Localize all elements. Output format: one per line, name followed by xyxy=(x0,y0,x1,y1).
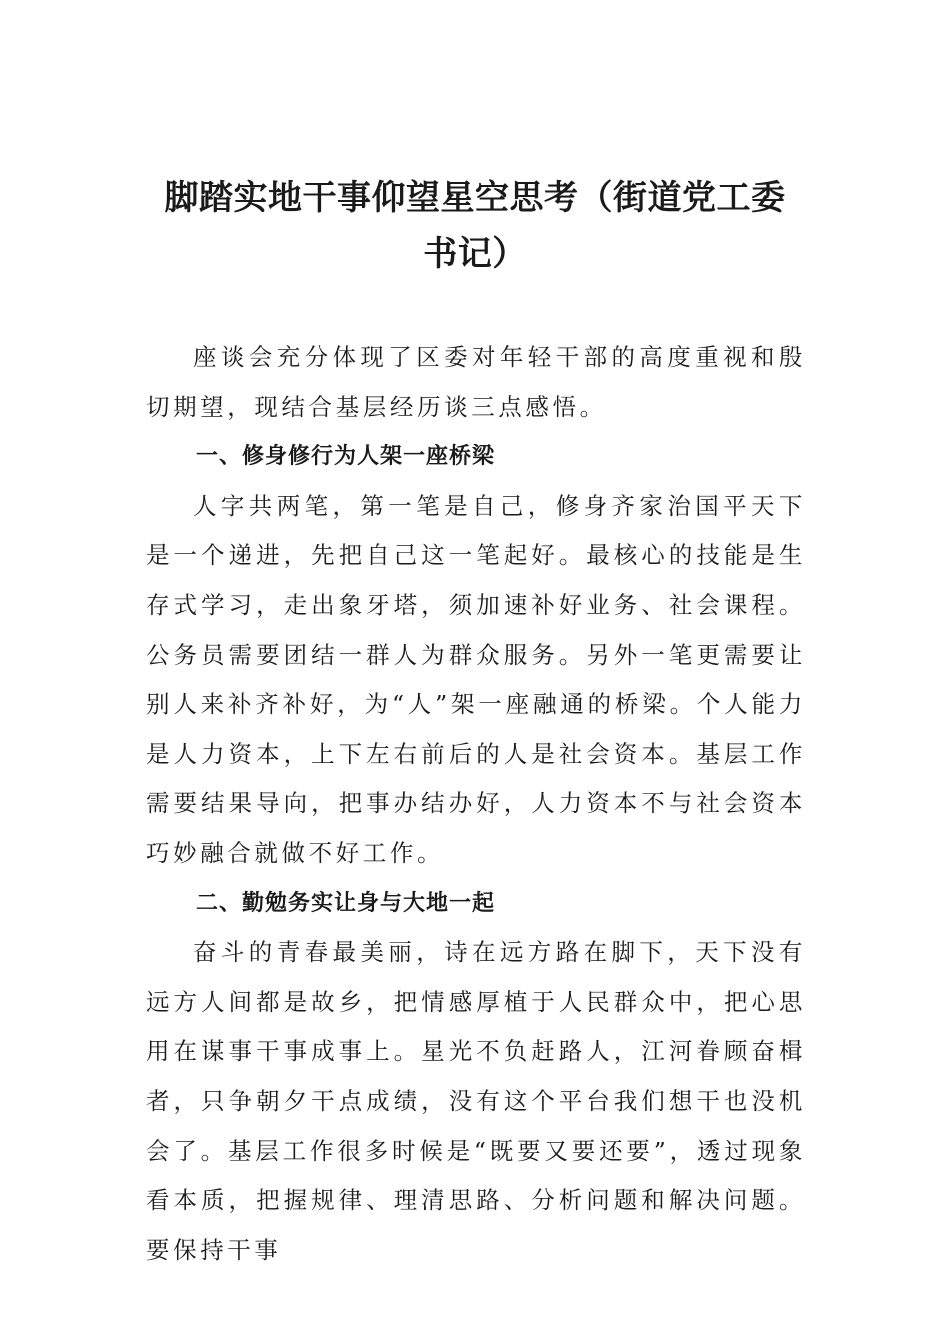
intro-paragraph: 座谈会充分体现了区委对年轻干部的高度重视和殷切期望，现结合基层经历谈三点感悟。 xyxy=(146,343,806,421)
section-heading-1: 一、修身修行为人架一座桥梁 xyxy=(196,444,496,470)
title-line-2: 书记） xyxy=(423,234,527,274)
document-body xyxy=(146,333,806,1275)
section-heading-2: 二、勤勉务实让身与大地一起 xyxy=(196,890,496,916)
document-title xyxy=(140,170,810,282)
title-line-1: 脚踏实地干事仰望星空思考（街道党工委 xyxy=(164,178,786,218)
section-paragraph-1: 人字共两笔，第一笔是自己，修身齐家治国平天下是一个递进，先把自己这一笔起好。最核心的技能是生存式学习，走出象牙塔，须加速补好业务、社会课程。公务员需要团结一群人为群众服务。另外一笔更需要让别人来补齐补好，为“人”架一座融通的桥梁。个人能力是人力资本，上下左右前后的人是社会资本。基层工作需要结果导向，把事办结办好，人力资本不与社会资本巧妙融合就做不好工作。 xyxy=(146,491,806,867)
section-paragraph-2: 奋斗的青春最美丽，诗在远方路在脚下，天下没有远方人间都是故乡，把情感厚植于人民群众中，把心思用在谋事干事成事上。星光不负赶路人，江河眷顾奋楫者，只争朝夕干点成绩，没有这个平台我们想干也没机会了。基层工作很多时候是“既要又要还要”，透过现象看本质，把握规律、理清思路、分析问题和解决问题。要保持干事 xyxy=(146,938,806,1264)
